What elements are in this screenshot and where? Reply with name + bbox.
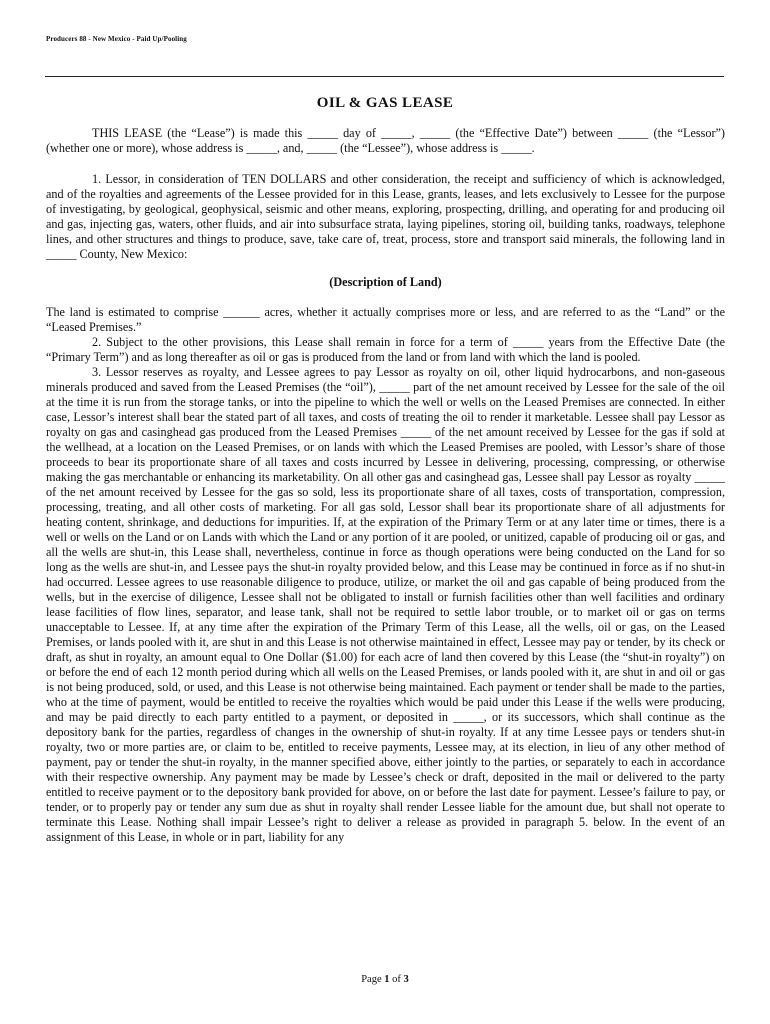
- page-number: 1: [384, 974, 390, 985]
- header-divider: [45, 76, 724, 77]
- paragraph-1: 1. Lessor, in consideration of TEN DOLLARS and other consideration, the receipt and sufficiency of which is acknowledged, and of the royalties and agreements of the Lessee provided for in this Lease, grants, leases, and lets exclusively to Lessee for the purpose of investigating, by geological, geophysical, seismic and other means, exploring, prospecting, drilling, and operating for and producing oil and gas, injecting gas, waters, other fluids, and air into subsurface strata, laying pipelines, storing oil, building tanks, roadways, telephone lines, and other structures and things to produce, save, take care of, treat, process, store and transport said minerals, the following land in _____ County, New Mexico:: [46, 172, 725, 261]
- page-number-footer: [0, 974, 770, 985]
- header-note: Producers 88 - New Mexico - Paid Up/Pooling: [46, 35, 187, 43]
- intro-paragraph: THIS LEASE (the “Lease”) is made this _____ day of _____, _____ (the “Effective Date”) between _____ (the “Lessor”) (whether one or more), whose address is _____, and, _____ (the “Lessee”), whose address is _____.: [46, 126, 725, 155]
- paragraph-3: 3. Lessor reserves as royalty, and Lessee agrees to pay Lessor as royalty on oil, other liquid hydrocarbons, and non-gaseous minerals produced and saved from the Leased Premises (the “oil”), _____ part of the net amount received by Lessee for the sale of the oil at the time it is run from the storage tanks, or into the pipeline to which the well or wells on the Leased Premises are connected. In either case, Lessor’s interest shall bear the stated part of all taxes, and costs of treating the oil to render it marketable. Lessee shall pay Lessor as royalty on gas and casinghead gas produced from the Leased Premises _____ of the net amount received by Lessee for the gas if sold at the wellhead, at a location on the Leased Premises, or on lands with which the Leased Premises are pooled, with Lessor’s share of those proceeds to bear its proportionate share of all taxes and costs incurred by Lessee in delivering, processing, compressing, or otherwise making the gas merchantable or enhancing its marketability. On all other gas and casinghead gas, Lessee shall pay Lessor as royalty _____ of the net amount received by Lessee for the gas so sold, less its proportionate share of all taxes, costs of transportation, compression, processing, treating, and all other costs of marketing. For all gas sold, Lessor shall bear its proportionate share of all adjustments for heating content, shrinkage, and deductions for impurities. If, at the expiration of the Primary Term or at any later time or times, there is a well or wells on the Land or on Lands with which the Land or any portion of it are pooled, or unitized, capable of producing oil or gas, and all the wells are shut-in, this Lease shall, nevertheless, continue in force as though operations were being conducted on the Land for so long as the wells are shut-in, and Lessee pays the shut-in royalty provided below, and this Lease may be continued in force as if no shut-in had occurred. Lessee agrees to use reasonable diligence to produce, utilize, or market the oil and gas capable of being produced from the wells, but in the exercise of diligence, Lessee shall not be obligated to install or furnish facilities other than well facilities and ordinary lease facilities of flow lines, separator, and lease tank, shall not be required to settle labor trouble, or to market oil or gas on terms unacceptable to Lessee. If, at any time after the expiration of the Primary Term of this Lease, all the wells, oil or gas, on the Leased Premises, or lands pooled with it, are shut in and this Lease is not otherwise maintained in effect, Lessee may pay or tender, by its check or draft, as shut in royalty, an amount equal to One Dollar ($1.00) for each acre of land then covered by this Lease (the “shut-in royalty”) on or before the end of each 12 month period during which all wells on the Leased Premises, or lands pooled with it, are shut in and oil or gas is not being produced, sold, or used, and this Lease is not otherwise being maintained. Each payment or tender shall be made to the parties, who at the time of payment, would be entitled to receive the royalties which would be paid under this Lease if the wells were producing, and may be paid directly to each party entitled to a payment, or deposited in _____, or its successors, which shall continue as the depository bank for the parties, regardless of changes in the ownership of shut-in royalty. If at any time Lessee pays or tenders shut-in royalty, two or more parties are, or claim to be, entitled to receive payments, Lessee may, at its election, in lieu of any other method of payment, pay or tender the shut-in royalty, in the manner specified above, either jointly to the parties, or separately to each in accordance with their respective ownership. Any payment may be made by Lessee’s check or draft, deposited in the mail or delivered to the party entitled to receive payment or to the depository bank provided for above, on or before the last date for payment. Lessee’s failure to pay, or tender, or to properly pay or tender any sum due as shut in royalty shall render Lessee liable for the amount due, but shall not operate to terminate this Lease. Nothing shall impair Lessee’s right to deliver a release as provided in paragraph 5. below. In the event of an assignment of this Lease, in whole or in part, liability for any: [46, 365, 725, 844]
- document-body: [46, 126, 725, 845]
- land-estimate-paragraph: The land is estimated to comprise ______ acres, whether it actually comprises more or less, and are referred to as the “Land” or the “Leased Premises.”: [46, 305, 725, 334]
- of-label: of: [392, 974, 401, 985]
- document-title: OIL & GAS LEASE: [316, 95, 454, 111]
- description-heading: (Description of Land): [329, 275, 442, 289]
- paragraph-2: 2. Subject to the other provisions, this Lease shall remain in force for a term of _____ years from the Effective Date (the “Primary Term”) and as long thereafter as oil or gas is produced from the land or from land with which the land is pooled.: [46, 335, 725, 364]
- page-total: 3: [403, 974, 409, 985]
- page-label: Page: [361, 974, 382, 985]
